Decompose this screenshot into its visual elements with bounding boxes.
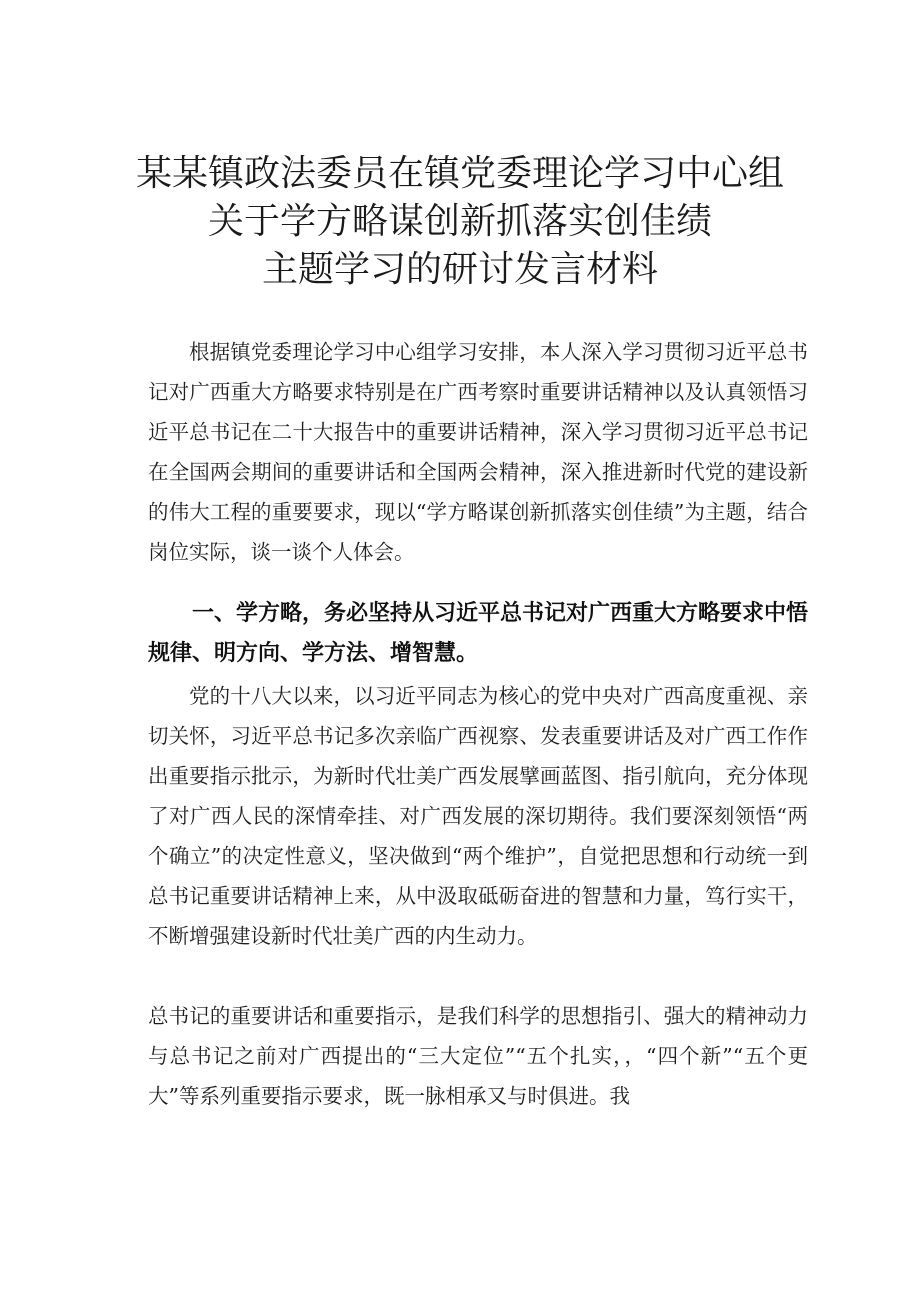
section-heading-1: 一、学方略，务必坚持从习近平总书记对广西重大方略要求中悟规律、明方向、学方法、增智慧。 xyxy=(148,601,809,666)
body-paragraph-2: 总书记的重要讲话和重要指示，是我们科学的思想指引、强大的精神动力与总书记之前对广西提出的“三大定位”“五个扎实，，“四个新”“五个更大”等系列重要指示要求，既一脉相承又与时俱进。我 xyxy=(148,1004,808,1108)
title-line-2: 关于学方略谋创新抓落实创佳绩 xyxy=(207,201,712,242)
body-paragraph-1: 党的十八大以来，以习近平同志为核心的党中央对广西高度重视、亲切关怀，习近平总书记多次亲临广西视察、发表重要讲话及对广西工作作出重要指示批示，为新时代壮美广西发展擘画蓝图、指引航向，充分体现了对广西人民的深情牵挂、对广西发展的深切期待。我们要深刻领悟“两个确立”的决定性意义，坚决做到“两个维护”，自觉把思想和行动统一到总书记重要讲话精神上来，从中汲取砥砺奋进的智慧和力量，笃行实干，不断增强建设新时代壮美广西的内生动力。 xyxy=(148,684,808,948)
document-title xyxy=(0,150,920,294)
title-line-3: 主题学习的研讨发言材料 xyxy=(261,249,658,290)
intro-paragraph: 根据镇党委理论学习中心组学习安排，本人深入学习贯彻习近平总书记对广西重大方略要求特别是在广西考察时重要讲话精神以及认真领悟习近平总书记在二十大报告中的重要讲话精神，深入学习贯彻习近平总书记在全国两会期间的重要讲话和全国两会精神，深入推进新时代党的建设新的伟大工程的重要要求，现以“学方略谋创新抓落实创佳绩”为主题，结合岗位实际，谈一谈个人体会。 xyxy=(148,340,808,564)
title-line-1: 某某镇政法委员在镇党委理论学习中心组 xyxy=(135,153,784,194)
